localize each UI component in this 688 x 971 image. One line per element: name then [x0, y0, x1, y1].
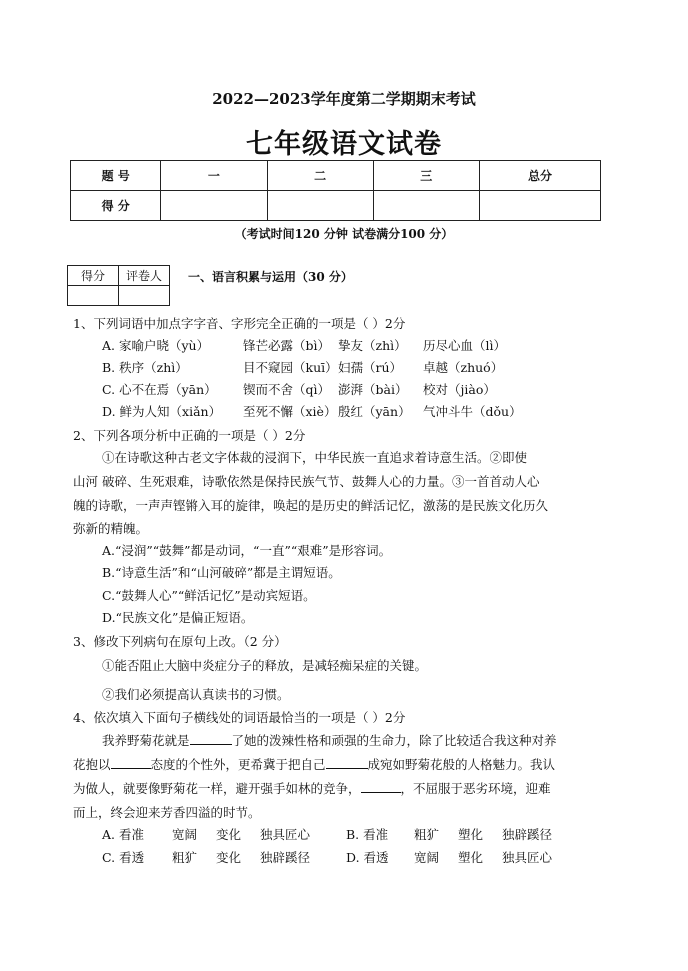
q1-c-4: 校对（jiào）	[423, 382, 496, 397]
q2-option-c: C.“鼓舞人心”“鲜活记忆”是动宾短语。	[102, 588, 316, 603]
score-input-section2[interactable]	[267, 191, 373, 221]
q1-d-3: 殷红（yān）	[338, 404, 411, 419]
grader-name-label: 评卷人	[119, 266, 170, 286]
q1-stem: 1、下列词语中加点字字音、字形完全正确的一项是（ ）2分	[73, 316, 406, 331]
q1-c-3: 澎湃（bài）	[338, 382, 408, 397]
q1-d-4: 气冲斗牛（dǒu）	[423, 404, 522, 419]
score-input-section3[interactable]	[373, 191, 479, 221]
q2-passage-line-2: 山河 破碎、生死艰难，诗歌依然是保持民族气节、鼓舞人心的力量。③一首首动人心	[73, 474, 540, 489]
q4-passage-line-1	[102, 731, 557, 750]
q4-c-1: C. 看透	[102, 850, 145, 865]
score-cell-label: 题 号	[71, 161, 161, 191]
q4-text-3a: 为做人，就要像野菊花一样，避开强手如林的竞争，	[73, 781, 361, 796]
q4-passage-line-4: 而上，终会迎来芳香四溢的时节。	[73, 805, 261, 820]
grader-score-label: 得分	[68, 266, 119, 286]
q1-b-4: 卓越（zhuó）	[423, 360, 504, 375]
q4-a-1: A. 看准	[102, 827, 144, 842]
section1-title: 一、语言积累与运用（30 分）	[188, 270, 353, 284]
grader-name-input[interactable]	[119, 286, 170, 306]
q4-d-3: 塑化	[458, 850, 484, 865]
q4-a-2: 宽阔	[172, 827, 198, 842]
q4-d-1: D. 看透	[346, 850, 389, 865]
score-table-header-row	[71, 161, 601, 191]
q4-options-row-2	[102, 848, 552, 867]
q4-text-3b: ，不屈服于恶劣环境，迎难	[400, 781, 551, 796]
q1-b-1: B. 秩序（zhì）	[102, 360, 188, 375]
grader-score-input[interactable]	[68, 286, 119, 306]
q4-c-4: 独辟蹊径	[260, 850, 311, 865]
q1-c-2: 锲而不舍（qì）	[243, 382, 330, 397]
exam-title: 2022—2023学年度第二学期期末考试	[212, 90, 476, 108]
score-input-total[interactable]	[479, 191, 600, 221]
score-input-section1[interactable]	[161, 191, 267, 221]
score-cell-section2: 二	[267, 161, 373, 191]
q1-d-1: D. 鲜为人知（xiǎn）	[102, 404, 222, 419]
q1-c-1: C. 心不在焉（yān）	[102, 382, 217, 397]
q4-d-4: 独具匠心	[502, 850, 553, 865]
q4-text-2c: 成宛如野菊花般的人格魅力。我认	[367, 757, 556, 772]
q1-a-1: A. 家喻户晓（yù）	[102, 338, 210, 353]
q4-stem: 4、依次填入下面句子横线处的词语最恰当的一项是（ ）2分	[73, 710, 406, 725]
q2-passage-line-1: ①在诗歌这种古老文字体裁的浸润下，中华民族一直追求着诗意生活。②即使	[102, 450, 528, 465]
q1-option-c	[102, 380, 496, 399]
q2-stem: 2、下列各项分析中正确的一项是（ ）2分	[73, 428, 306, 443]
q1-b-3: 妇孺（rú）	[338, 360, 403, 375]
q4-a-3: 变化	[216, 827, 242, 842]
q2-option-d: D.“民族文化”是偏正短语。	[102, 610, 254, 625]
exam-note: （考试时间120 分钟 试卷满分100 分）	[234, 227, 454, 241]
q2-passage-line-3: 魄的诗歌，一声声铿锵入耳的旋律，唤起的是历史的鲜活记忆，激荡的是民族文化历久	[73, 498, 549, 513]
q4-text-2a: 花抱以	[73, 757, 111, 772]
q4-blank-4[interactable]	[361, 780, 401, 793]
q4-b-2: 粗犷	[414, 827, 440, 842]
q3-stem: 3、修改下列病句在原句上改。（2 分）	[73, 634, 287, 649]
q2-option-a: A.“浸润”“鼓舞”都是动词，“一直”“艰难”是形容词。	[102, 543, 392, 558]
q4-b-4: 独辟蹊径	[502, 827, 553, 842]
q4-blank-3[interactable]	[326, 756, 368, 769]
q4-c-3: 变化	[216, 850, 242, 865]
q4-text-2b: 态度的个性外，更希冀于把自己	[150, 757, 326, 772]
score-row-label: 得 分	[71, 191, 161, 221]
score-cell-total: 总分	[479, 161, 600, 191]
grader-box	[67, 265, 170, 306]
q1-a-4: 历尽心血（lì）	[423, 338, 506, 353]
q1-a-3: 挚友（zhì）	[338, 338, 407, 353]
q4-a-4: 独具匠心	[260, 827, 311, 842]
q3-sentence-2: ②我们必须提高认真读书的习惯。	[102, 687, 290, 702]
q4-options-row-1	[102, 825, 552, 844]
q4-passage-line-3	[73, 779, 551, 798]
score-table	[70, 160, 601, 221]
q1-d-2: 至死不懈（xiè）	[243, 404, 337, 419]
score-table-score-row	[71, 191, 601, 221]
q4-text-1a: 我养野菊花就是	[102, 733, 190, 748]
q2-passage-line-4: 弥新的精魄。	[73, 521, 149, 536]
score-cell-section3: 三	[373, 161, 479, 191]
score-cell-section1: 一	[161, 161, 267, 191]
q1-option-a	[102, 336, 506, 355]
paper-title: 七年级语文试卷	[246, 129, 442, 160]
q4-blank-1[interactable]	[190, 732, 232, 745]
q4-d-2: 宽阔	[414, 850, 440, 865]
q4-b-1: B. 看准	[346, 827, 389, 842]
q4-blank-2[interactable]	[111, 756, 151, 769]
q1-a-2: 锋芒必露（bì）	[243, 338, 330, 353]
q1-option-b	[102, 358, 503, 377]
q1-option-d	[102, 402, 522, 421]
q3-sentence-1: ①能否阻止大脑中炎症分子的释放，是减轻痴呆症的关键。	[102, 658, 428, 673]
q4-b-3: 塑化	[458, 827, 484, 842]
q2-option-b: B.“诗意生活”和“山河破碎”都是主谓短语。	[102, 565, 341, 580]
q1-b-2: 目不窥园（kuī）	[243, 360, 338, 375]
q4-c-2: 粗犷	[172, 850, 198, 865]
q4-text-1b: 了她的泼辣性格和顽强的生命力，除了比较适合我这种对养	[231, 733, 557, 748]
q4-passage-line-2	[73, 755, 555, 774]
